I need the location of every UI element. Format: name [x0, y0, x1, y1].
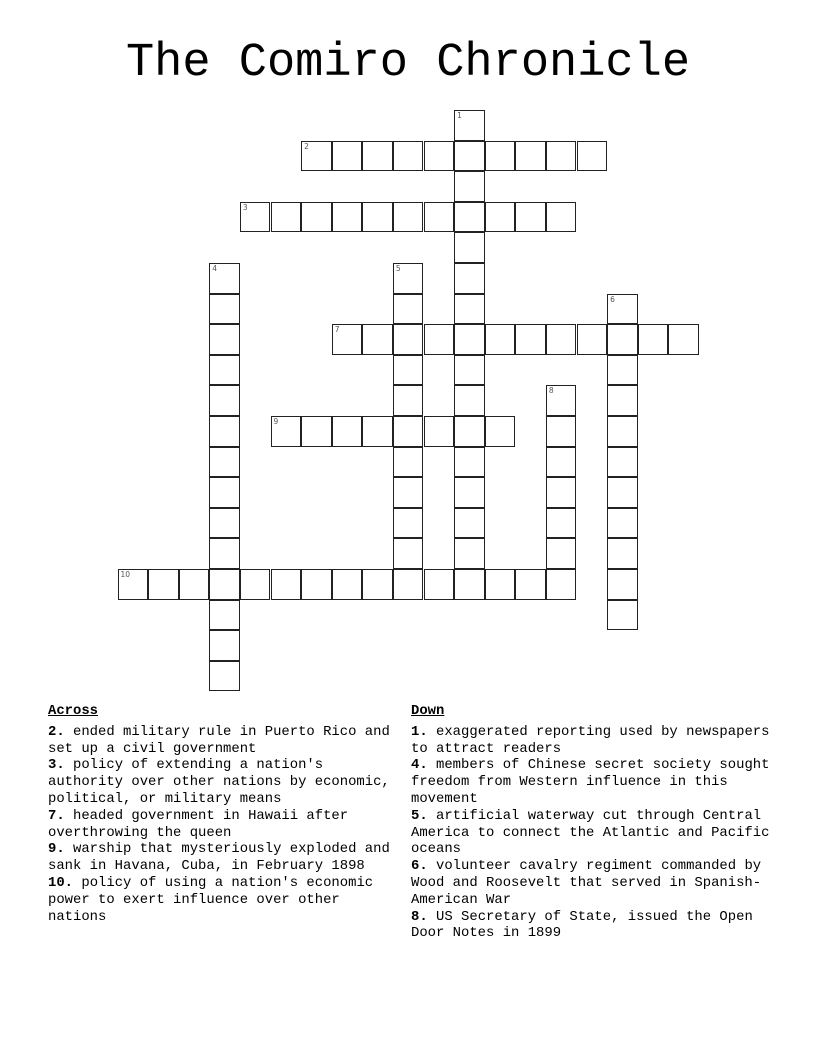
grid-cell[interactable]: [546, 477, 577, 508]
grid-cell[interactable]: [424, 202, 455, 233]
grid-cell[interactable]: [332, 202, 363, 233]
down-clue: [411, 808, 771, 858]
grid-cell[interactable]: [209, 661, 240, 692]
clue-number-label: 3: [242, 202, 248, 212]
clue-number: 4.: [411, 757, 428, 774]
grid-cell[interactable]: [546, 324, 577, 355]
grid-cell[interactable]: [271, 569, 302, 600]
grid-cell[interactable]: [485, 202, 516, 233]
grid-cell[interactable]: [546, 569, 577, 600]
clue-text: volunteer cavalry regiment commanded by Wood and Roosevelt that served in Spanish-American War: [411, 858, 762, 908]
grid-cell[interactable]: [546, 447, 577, 478]
grid-cell[interactable]: [148, 569, 179, 600]
puzzle-title: The Comiro Chronicle: [125, 37, 691, 90]
grid-cell[interactable]: [546, 202, 577, 233]
grid-cell[interactable]: [607, 416, 638, 447]
grid-cell[interactable]: [393, 447, 424, 478]
grid-cell[interactable]: [393, 202, 424, 233]
clue-text: warship that mysteriously exploded and sank in Havana, Cuba, in February 1898: [48, 841, 390, 875]
grid-cell[interactable]: [362, 416, 393, 447]
grid-cell[interactable]: [209, 538, 240, 569]
grid-cell[interactable]: [393, 416, 424, 447]
grid-cell[interactable]: [209, 294, 240, 325]
grid-cell[interactable]: [454, 232, 485, 263]
across-heading: Across: [48, 703, 99, 719]
grid-cell[interactable]: [240, 202, 271, 233]
grid-cell[interactable]: [209, 508, 240, 539]
grid-cell[interactable]: [301, 416, 332, 447]
grid-cell[interactable]: [209, 600, 240, 631]
grid-cell[interactable]: [332, 569, 363, 600]
grid-cell[interactable]: [209, 447, 240, 478]
grid-cell[interactable]: [209, 630, 240, 661]
clue-number: 3.: [48, 757, 65, 774]
grid-cell[interactable]: [393, 538, 424, 569]
grid-cell[interactable]: [393, 141, 424, 172]
down-clue: [411, 757, 771, 807]
grid-cell[interactable]: [362, 569, 393, 600]
grid-cell[interactable]: [607, 569, 638, 600]
grid-cell[interactable]: [209, 263, 240, 294]
grid-cell[interactable]: [546, 385, 577, 416]
clue-text: ended military rule in Puerto Rico and set up a civil government: [48, 723, 390, 757]
grid-cell[interactable]: [332, 416, 363, 447]
clue-text: policy of extending a nation's authority over other nations by economic, political, or military means: [48, 757, 390, 807]
grid-cell[interactable]: [454, 416, 485, 447]
grid-cell[interactable]: [301, 569, 332, 600]
grid-cell[interactable]: [546, 538, 577, 569]
grid-cell[interactable]: [209, 355, 240, 386]
grid-cell[interactable]: [607, 600, 638, 631]
grid-cell[interactable]: [454, 538, 485, 569]
grid-cell[interactable]: [301, 141, 332, 172]
clue-number: 9.: [48, 841, 65, 858]
grid-cell[interactable]: [424, 416, 455, 447]
grid-cell[interactable]: [209, 416, 240, 447]
grid-cell[interactable]: [454, 141, 485, 172]
grid-cell[interactable]: [393, 385, 424, 416]
clue-number-label: 4: [212, 264, 218, 273]
clue-number-label: 9: [273, 417, 279, 426]
grid-cell[interactable]: [607, 538, 638, 569]
grid-cell[interactable]: [301, 202, 332, 233]
grid-cell[interactable]: [607, 385, 638, 416]
clue-number-label: 1: [457, 111, 462, 120]
clue-text: artificial waterway cut through Central America to connect the Atlantic and Pacific oceans: [411, 807, 770, 858]
down-clues: [411, 703, 771, 942]
grid-cell[interactable]: [454, 385, 485, 416]
grid-cell[interactable]: [454, 171, 485, 202]
grid-cell[interactable]: [454, 447, 485, 478]
grid-cell[interactable]: [393, 508, 424, 539]
across-clue: [48, 757, 404, 807]
grid-cell[interactable]: [209, 569, 240, 600]
grid-cell[interactable]: [209, 324, 240, 355]
grid-cell[interactable]: [668, 324, 699, 355]
across-clue: [48, 724, 404, 758]
grid-cell[interactable]: [118, 569, 149, 600]
clue-number: 1.: [411, 723, 428, 740]
grid-cell[interactable]: [515, 202, 546, 233]
down-clue: [411, 909, 771, 943]
clue-text: headed government in Hawaii after overthrowing the queen: [48, 807, 349, 841]
grid-cell[interactable]: [332, 324, 363, 355]
grid-cell[interactable]: [209, 385, 240, 416]
clue-text: members of Chinese secret society sought freedom from Western influence in this movement: [411, 757, 770, 807]
grid-cell[interactable]: [454, 324, 485, 355]
grid-cell[interactable]: [454, 569, 485, 600]
clue-number-label: 7: [334, 325, 340, 335]
grid-cell[interactable]: [515, 141, 546, 172]
grid-cell[interactable]: [362, 202, 393, 233]
clue-number: 8.: [411, 908, 428, 925]
grid-cell[interactable]: [362, 324, 393, 355]
across-clue: [48, 808, 404, 842]
grid-cell[interactable]: [515, 324, 546, 355]
clue-text: exaggerated reporting used by newspapers to attract readers: [411, 723, 770, 757]
down-clue-list: [411, 724, 771, 942]
clue-number-label: 6: [610, 294, 615, 304]
grid-cell[interactable]: [454, 263, 485, 294]
clue-number: 7.: [48, 807, 65, 824]
grid-cell[interactable]: [577, 141, 608, 172]
grid-cell[interactable]: [607, 355, 638, 386]
down-heading: Down: [411, 703, 445, 719]
clue-number-label: 8: [548, 386, 554, 396]
grid-cell[interactable]: [607, 294, 638, 325]
clue-number-label: 5: [395, 264, 401, 273]
grid-cell[interactable]: [454, 355, 485, 386]
clue-number: 6.: [411, 858, 428, 875]
grid-cell[interactable]: [515, 569, 546, 600]
grid-cell[interactable]: [240, 569, 271, 600]
grid-cell[interactable]: [546, 508, 577, 539]
grid-cell[interactable]: [424, 141, 455, 172]
grid-cell[interactable]: [179, 569, 210, 600]
grid-cell[interactable]: [485, 569, 516, 600]
across-clue: [48, 875, 404, 925]
grid-cell[interactable]: [454, 202, 485, 233]
grid-cell[interactable]: [271, 202, 302, 233]
grid-cell[interactable]: [362, 141, 393, 172]
grid-cell[interactable]: [393, 569, 424, 600]
grid-cell[interactable]: [454, 508, 485, 539]
grid-cell[interactable]: [332, 141, 363, 172]
grid-cell[interactable]: [393, 294, 424, 325]
grid-cell[interactable]: [209, 477, 240, 508]
grid-cell[interactable]: [607, 447, 638, 478]
clue-number: 2.: [48, 723, 65, 740]
clue-number-label: 2: [304, 141, 309, 151]
grid-cell[interactable]: [485, 416, 516, 447]
grid-cell[interactable]: [424, 569, 455, 600]
grid-cell[interactable]: [393, 263, 424, 294]
grid-cell[interactable]: [424, 324, 455, 355]
clue-number: 10.: [48, 874, 74, 891]
grid-cell[interactable]: [271, 416, 302, 447]
across-clue: [48, 841, 404, 875]
grid-cell[interactable]: [393, 477, 424, 508]
grid-cell[interactable]: [607, 508, 638, 539]
down-clue: [411, 724, 771, 758]
grid-cell[interactable]: [393, 355, 424, 386]
clue-number: 5.: [411, 807, 428, 824]
grid-cell[interactable]: [454, 294, 485, 325]
grid-cell[interactable]: [454, 477, 485, 508]
grid-cell[interactable]: [607, 324, 638, 355]
across-clues: [48, 703, 404, 925]
down-clue: [411, 858, 771, 908]
grid-cell[interactable]: [454, 110, 485, 141]
grid-cell[interactable]: [607, 477, 638, 508]
grid-cell[interactable]: [546, 141, 577, 172]
grid-cell[interactable]: [393, 324, 424, 355]
grid-cell[interactable]: [485, 324, 516, 355]
grid-cell[interactable]: [638, 324, 669, 355]
clue-number-label: 10: [120, 570, 131, 579]
across-clue-list: [48, 724, 404, 926]
grid-cell[interactable]: [485, 141, 516, 172]
clue-text: policy of using a nation's economic power to exert influence over other nations: [48, 874, 374, 925]
clue-text: US Secretary of State, issued the Open Door Notes in 1899: [411, 908, 753, 942]
grid-cell[interactable]: [546, 416, 577, 447]
grid-cell[interactable]: [577, 324, 608, 355]
